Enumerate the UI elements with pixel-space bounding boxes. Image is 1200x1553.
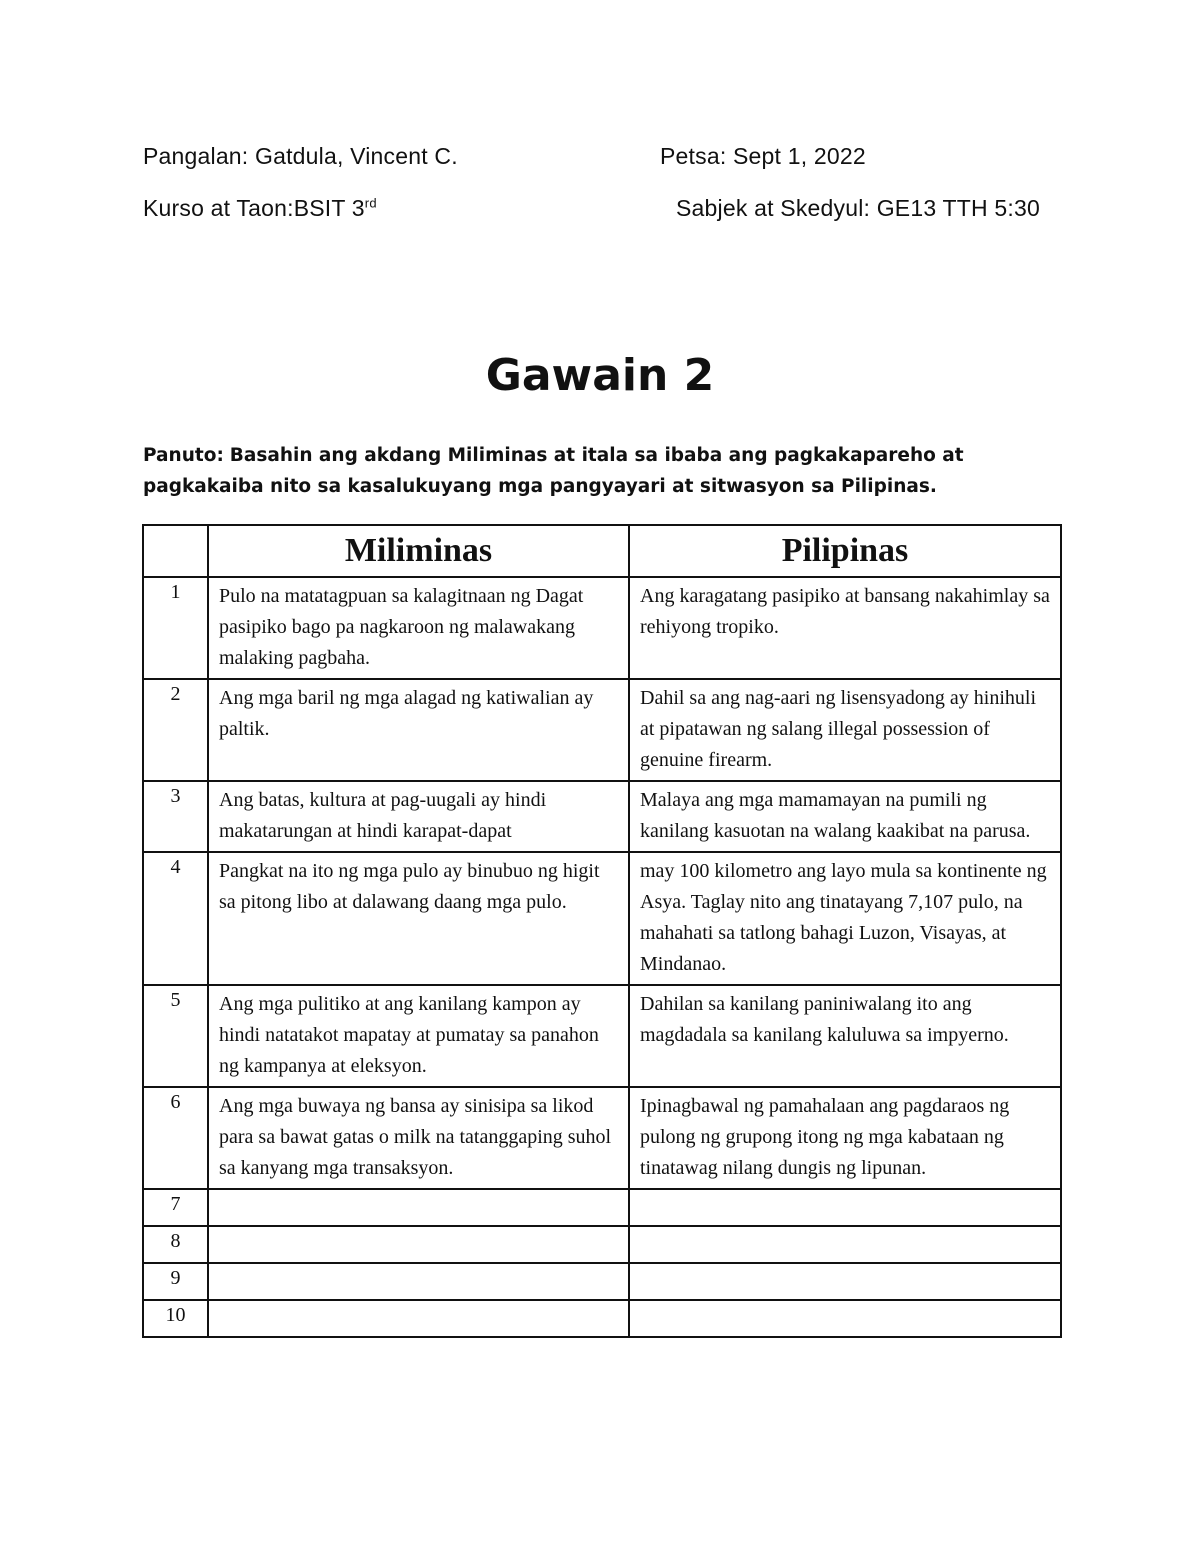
subject-label: Sabjek at Skedyul: <box>676 195 871 221</box>
table-row <box>143 1263 1061 1300</box>
miliminas-cell: Ang mga pulitiko at ang kanilang kampon ay hindi natatakot mapatay at pumatay sa panahon ng kampanya at eleksyon. <box>208 985 629 1087</box>
miliminas-cell <box>208 1263 629 1300</box>
name-line <box>143 143 458 170</box>
pilipinas-cell <box>629 1263 1061 1300</box>
column-header-pilipinas: Pilipinas <box>629 525 1061 577</box>
pilipinas-cell: Dahilan sa kanilang paniniwalang ito ang magdadala sa kanilang kaluluwa sa impyerno. <box>629 985 1061 1087</box>
row-number: 7 <box>143 1189 208 1226</box>
date-value: Sept 1, 2022 <box>733 143 866 169</box>
pilipinas-cell: Dahil sa ang nag-aari ng lisensyadong ay hinihuli at pipatawan ng salang illegal possession of genuine firearm. <box>629 679 1061 781</box>
name-value: Gatdula, Vincent C. <box>254 143 458 169</box>
page-title: Gawain 2 <box>485 350 715 401</box>
row-number: 3 <box>143 781 208 852</box>
table-row <box>143 781 1061 852</box>
row-number: 9 <box>143 1263 208 1300</box>
table-row <box>143 1300 1061 1337</box>
table-row <box>143 1087 1061 1189</box>
miliminas-cell <box>208 1300 629 1337</box>
pilipinas-cell: Ipinagbawal ng pamahalaan ang pagdaraos ng pulong ng grupong itong ng mga kabataan ng tinatawag nilang dungis ng lipunan. <box>629 1087 1061 1189</box>
column-header-number <box>143 525 208 577</box>
table-header-row <box>143 525 1061 577</box>
course-suffix: rd <box>364 195 377 211</box>
table-row <box>143 985 1061 1087</box>
course-value: BSIT 3 <box>293 195 365 221</box>
pilipinas-cell <box>629 1226 1061 1263</box>
subject-value: GE13 TTH 5:30 <box>876 195 1040 221</box>
miliminas-cell: Ang mga baril ng mga alagad ng katiwalian ay paltik. <box>208 679 629 781</box>
instruction-label: Panuto: <box>143 445 224 466</box>
miliminas-cell: Pangkat na ito ng mga pulo ay binubuo ng higit sa pitong libo at dalawang daang mga pulo. <box>208 852 629 985</box>
subject-line <box>676 195 1040 222</box>
name-label: Pangalan: <box>143 143 249 169</box>
miliminas-cell: Ang mga buwaya ng bansa ay sinisipa sa likod para sa bawat gatas o milk na tatanggaping suhol sa kanyang mga transaksyon. <box>208 1087 629 1189</box>
row-number: 8 <box>143 1226 208 1263</box>
row-number: 4 <box>143 852 208 985</box>
comparison-table <box>142 524 1062 1338</box>
row-number: 5 <box>143 985 208 1087</box>
table-row <box>143 1226 1061 1263</box>
pilipinas-cell <box>629 1189 1061 1226</box>
row-number: 1 <box>143 577 208 679</box>
pilipinas-cell: may 100 kilometro ang layo mula sa kontinente ng Asya. Taglay nito ang tinatayang 7,107 pulo, na mahahati sa tatlong bahagi Luzon, Visayas, at Mindanao. <box>629 852 1061 985</box>
row-number: 6 <box>143 1087 208 1189</box>
course-line <box>143 195 377 222</box>
miliminas-cell: Ang batas, kultura at pag-uugali ay hindi makatarungan at hindi karapat-dapat <box>208 781 629 852</box>
row-number: 2 <box>143 679 208 781</box>
pilipinas-cell: Malaya ang mga mamamayan na pumili ng kanilang kasuotan na walang kaakibat na parusa. <box>629 781 1061 852</box>
table-row <box>143 852 1061 985</box>
pilipinas-cell <box>629 1300 1061 1337</box>
instruction-text: Basahin ang akdang Miliminas at itala sa ibaba ang pagkakapareho at pagkakaiba nito sa kasalukuyang mga pangyayari at sitwasyon sa Pilipinas. <box>143 445 964 497</box>
row-number: 10 <box>143 1300 208 1337</box>
miliminas-cell <box>208 1226 629 1263</box>
instruction <box>143 440 1063 502</box>
pilipinas-cell: Ang karagatang pasipiko at bansang nakahimlay sa rehiyong tropiko. <box>629 577 1061 679</box>
table-row <box>143 679 1061 781</box>
miliminas-cell <box>208 1189 629 1226</box>
column-header-miliminas: Miliminas <box>208 525 629 577</box>
miliminas-cell: Pulo na matatagpuan sa kalagitnaan ng Dagat pasipiko bago pa nagkaroon ng malawakang malaking pagbaha. <box>208 577 629 679</box>
date-line <box>660 143 866 170</box>
table-row <box>143 577 1061 679</box>
table-row <box>143 1189 1061 1226</box>
course-label: Kurso at Taon: <box>143 195 294 221</box>
date-label: Petsa: <box>660 143 727 169</box>
